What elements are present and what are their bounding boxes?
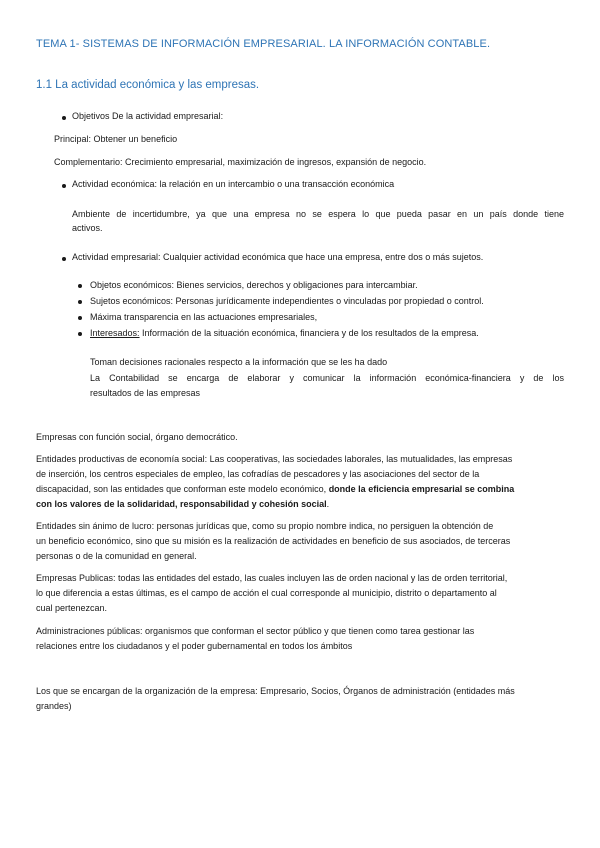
bullet-objetivos: Objetivos De la actividad empresarial: bbox=[72, 111, 224, 121]
economia-social-line2: de inserción, los centros especiales de empleo, las cofradías de pescadores y las asociaciones del sector de la bbox=[36, 469, 480, 479]
bullet-dot bbox=[62, 257, 66, 261]
economia-social-line3 bbox=[36, 483, 514, 496]
economia-social-line4-end: . bbox=[326, 499, 330, 509]
sub-bullet-objetos: Objetos económicos: Bienes servicios, derechos y obligaciones para intercambiar. bbox=[90, 280, 418, 290]
sub-bullet-interesados bbox=[90, 327, 479, 340]
administraciones-line2: relaciones entre los ciudadanos y el poder gubernamental en todos los ámbitos bbox=[36, 641, 353, 651]
toman-decisiones: Toman decisiones racionales respecto a la información que se les ha dado bbox=[90, 357, 388, 367]
interesados-text: Información de la situación económica, financiera y de los resultados de la empresa. bbox=[139, 328, 479, 338]
sin-animo-line1: Entidades sin ánimo de lucro: personas jurídicas que, como su propio nombre indica, no persiguen la obtención de bbox=[36, 521, 494, 531]
sin-animo-line2: un beneficio económico, sino que su misión es la realización de actividades en beneficio de sus asociados, de terceras bbox=[36, 536, 511, 546]
organizacion-line1: Los que se encargan de la organización de la empresa: Empresario, Socios, Órganos de administración (entidades más bbox=[36, 686, 515, 696]
bullet-dot bbox=[78, 300, 82, 304]
economia-social-line4 bbox=[36, 498, 329, 511]
principal-text: Principal: Obtener un beneficio bbox=[54, 134, 178, 144]
incertidumbre-line2: activos. bbox=[72, 223, 103, 233]
bullet-dot bbox=[78, 332, 82, 336]
bullet-actividad-economica: Actividad económica: la relación en un intercambio o una transacción económica bbox=[72, 179, 395, 189]
economia-social-line4-bold: con los valores de la solidaridad, responsabilidad y cohesión social bbox=[36, 499, 327, 509]
sin-animo-line3: personas o de la comunidad en general. bbox=[36, 551, 197, 561]
incertidumbre-line1: Ambiente de incertidumbre, ya que una empresa no se espera lo que pueda pasar en un país donde tiene bbox=[72, 209, 564, 219]
publicas-line1: Empresas Publicas: todas las entidades del estado, las cuales incluyen las de orden nacional y las de orden territorial, bbox=[36, 573, 508, 583]
economia-social-line1: Entidades productivas de economía social: Las cooperativas, las sociedades laborales, las mutualidades, las empresas bbox=[36, 454, 513, 464]
economia-social-line3-text: discapacidad, son las entidades que conforman este modelo económico, bbox=[36, 484, 329, 494]
sub-bullet-transparencia: Máxima transparencia en las actuaciones empresariales, bbox=[90, 312, 318, 322]
bullet-actividad-empresarial: Actividad empresarial: Cualquier actividad económica que hace una empresa, entre dos o más sujetos. bbox=[72, 252, 484, 262]
section-heading: 1.1 La actividad económica y las empresas. bbox=[36, 79, 260, 91]
page-title: TEMA 1- SISTEMAS DE INFORMACIÓN EMPRESARIAL. LA INFORMACIÓN CONTABLE. bbox=[36, 38, 491, 50]
bullet-dot bbox=[78, 284, 82, 288]
sub-bullet-sujetos: Sujetos económicos: Personas jurídicamente independientes o vinculadas por propiedad o control. bbox=[90, 296, 484, 306]
bullet-dot bbox=[62, 116, 66, 120]
publicas-line2: lo que diferencia a estas últimas, es el campo de acción el cual corresponde al municipio, distrito o departamento al bbox=[36, 588, 497, 598]
funcion-social: Empresas con función social, órgano democrático. bbox=[36, 432, 238, 442]
bullet-dot bbox=[78, 316, 82, 320]
economia-social-line3-bold: donde la eficiencia empresarial se combina bbox=[328, 484, 515, 494]
administraciones-line1: Administraciones públicas: organismos que conforman el sector público y que tienen como tarea gestionar las bbox=[36, 626, 475, 636]
bullet-dot bbox=[62, 184, 66, 188]
contabilidad-line1: La Contabilidad se encarga de elaborar y comunicar la información económica-financiera y de los bbox=[90, 373, 564, 383]
interesados-label: Interesados: bbox=[90, 328, 140, 338]
contabilidad-line2: resultados de las empresas bbox=[90, 388, 201, 398]
organizacion-line2: grandes) bbox=[36, 701, 72, 711]
publicas-line3: cual pertenezcan. bbox=[36, 603, 108, 613]
complementario-text: Complementario: Crecimiento empresarial, maximización de ingresos, expansión de negocio. bbox=[54, 157, 427, 167]
